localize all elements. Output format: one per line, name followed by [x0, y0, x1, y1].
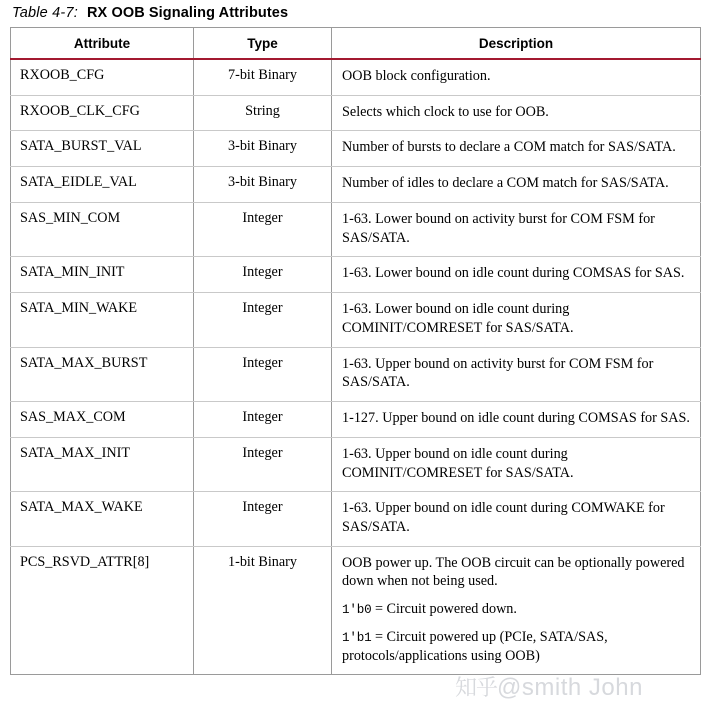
cell-attribute: SATA_BURST_VAL	[11, 131, 194, 167]
cell-description	[332, 95, 701, 131]
cell-type: 3-bit Binary	[194, 131, 332, 167]
cell-attribute: SATA_MAX_BURST	[11, 347, 194, 401]
attributes-table-container	[10, 27, 700, 675]
cell-description	[332, 167, 701, 203]
cell-attribute: SATA_MIN_INIT	[11, 257, 194, 293]
cell-description	[332, 492, 701, 546]
description-paragraph: 1-63. Lower bound on idle count during COMSAS for SAS.	[342, 265, 685, 282]
cell-type: 1-bit Binary	[194, 546, 332, 675]
cell-type: Integer	[194, 347, 332, 401]
table-row	[11, 59, 701, 95]
description-paragraph: 1-127. Upper bound on idle count during COMSAS for SAS.	[342, 410, 690, 427]
cell-attribute: RXOOB_CLK_CFG	[11, 95, 194, 131]
cell-type: Integer	[194, 293, 332, 347]
description-paragraph: 1-63. Lower bound on activity burst for COM FSM for SAS/SATA.	[342, 210, 655, 246]
cell-description	[332, 437, 701, 491]
description-paragraph: 1-63. Lower bound on idle count during COMINIT/COMRESET for SAS/SATA.	[342, 301, 574, 336]
description-code-text: = Circuit powered up (PCIe, SATA/SAS, protocols/applications using OOB)	[342, 628, 608, 664]
column-header-attribute: Attribute	[11, 28, 194, 60]
cell-type: Integer	[194, 402, 332, 438]
cell-attribute: PCS_RSVD_ATTR[8]	[11, 546, 194, 675]
column-header-type: Type	[194, 28, 332, 60]
table-caption-title: RX OOB Signaling Attributes	[86, 5, 289, 21]
table-caption-label: Table 4-7:	[12, 5, 78, 21]
cell-attribute: SAS_MIN_COM	[11, 202, 194, 256]
cell-type: Integer	[194, 437, 332, 491]
table-row	[11, 167, 701, 203]
description-code-text: = Circuit powered down.	[371, 601, 517, 618]
cell-description	[332, 546, 701, 675]
column-header-description: Description	[332, 28, 701, 60]
description-paragraph: Number of idles to declare a COM match for SAS/SATA.	[342, 175, 669, 192]
cell-type: Integer	[194, 202, 332, 256]
description-paragraph: Number of bursts to declare a COM match for SAS/SATA.	[342, 139, 676, 156]
description-paragraph: OOB power up. The OOB circuit can be optionally powered down when not being used.	[342, 554, 685, 590]
description-paragraph: 1-63. Upper bound on activity burst for COM FSM for SAS/SATA.	[342, 355, 654, 391]
table-header	[11, 28, 701, 60]
cell-type: 3-bit Binary	[194, 167, 332, 203]
cell-attribute: SATA_MAX_INIT	[11, 437, 194, 491]
table-row	[11, 202, 701, 256]
description-paragraph: Selects which clock to use for OOB.	[342, 103, 549, 120]
cell-type: Integer	[194, 492, 332, 546]
table-caption	[12, 2, 288, 24]
table-body	[11, 59, 701, 675]
cell-description	[332, 257, 701, 293]
verilog-literal: 1'b0	[342, 603, 372, 618]
table-row	[11, 437, 701, 491]
watermark-handle: @smith John	[497, 674, 643, 701]
table-header-row	[11, 28, 701, 60]
cell-type: Integer	[194, 257, 332, 293]
attributes-table	[10, 27, 701, 675]
watermark	[455, 671, 643, 702]
table-row	[11, 492, 701, 546]
table-row	[11, 131, 701, 167]
table-row	[11, 95, 701, 131]
cell-attribute: RXOOB_CFG	[11, 59, 194, 95]
table-row	[11, 347, 701, 401]
description-code-paragraph	[342, 600, 690, 619]
cell-description	[332, 59, 701, 95]
cell-description	[332, 402, 701, 438]
cell-description	[332, 202, 701, 256]
cell-description	[332, 293, 701, 347]
cell-description	[332, 131, 701, 167]
cell-description	[332, 347, 701, 401]
cell-type: String	[194, 95, 332, 131]
description-code-paragraph	[342, 628, 690, 665]
table-row	[11, 293, 701, 347]
cell-attribute: SATA_MAX_WAKE	[11, 492, 194, 546]
cell-attribute: SAS_MAX_COM	[11, 402, 194, 438]
cell-type: 7-bit Binary	[194, 59, 332, 95]
cell-attribute: SATA_EIDLE_VAL	[11, 167, 194, 203]
table-row	[11, 402, 701, 438]
description-paragraph: 1-63. Upper bound on idle count during COMWAKE for SAS/SATA.	[342, 500, 665, 536]
table-row	[11, 257, 701, 293]
verilog-literal: 1'b1	[342, 630, 372, 645]
description-paragraph: 1-63. Upper bound on idle count during COMINIT/COMRESET for SAS/SATA.	[342, 445, 574, 481]
table-row	[11, 546, 701, 675]
watermark-cjk-text: 知乎	[455, 676, 498, 701]
description-paragraph: OOB block configuration.	[342, 68, 491, 84]
cell-attribute: SATA_MIN_WAKE	[11, 293, 194, 347]
